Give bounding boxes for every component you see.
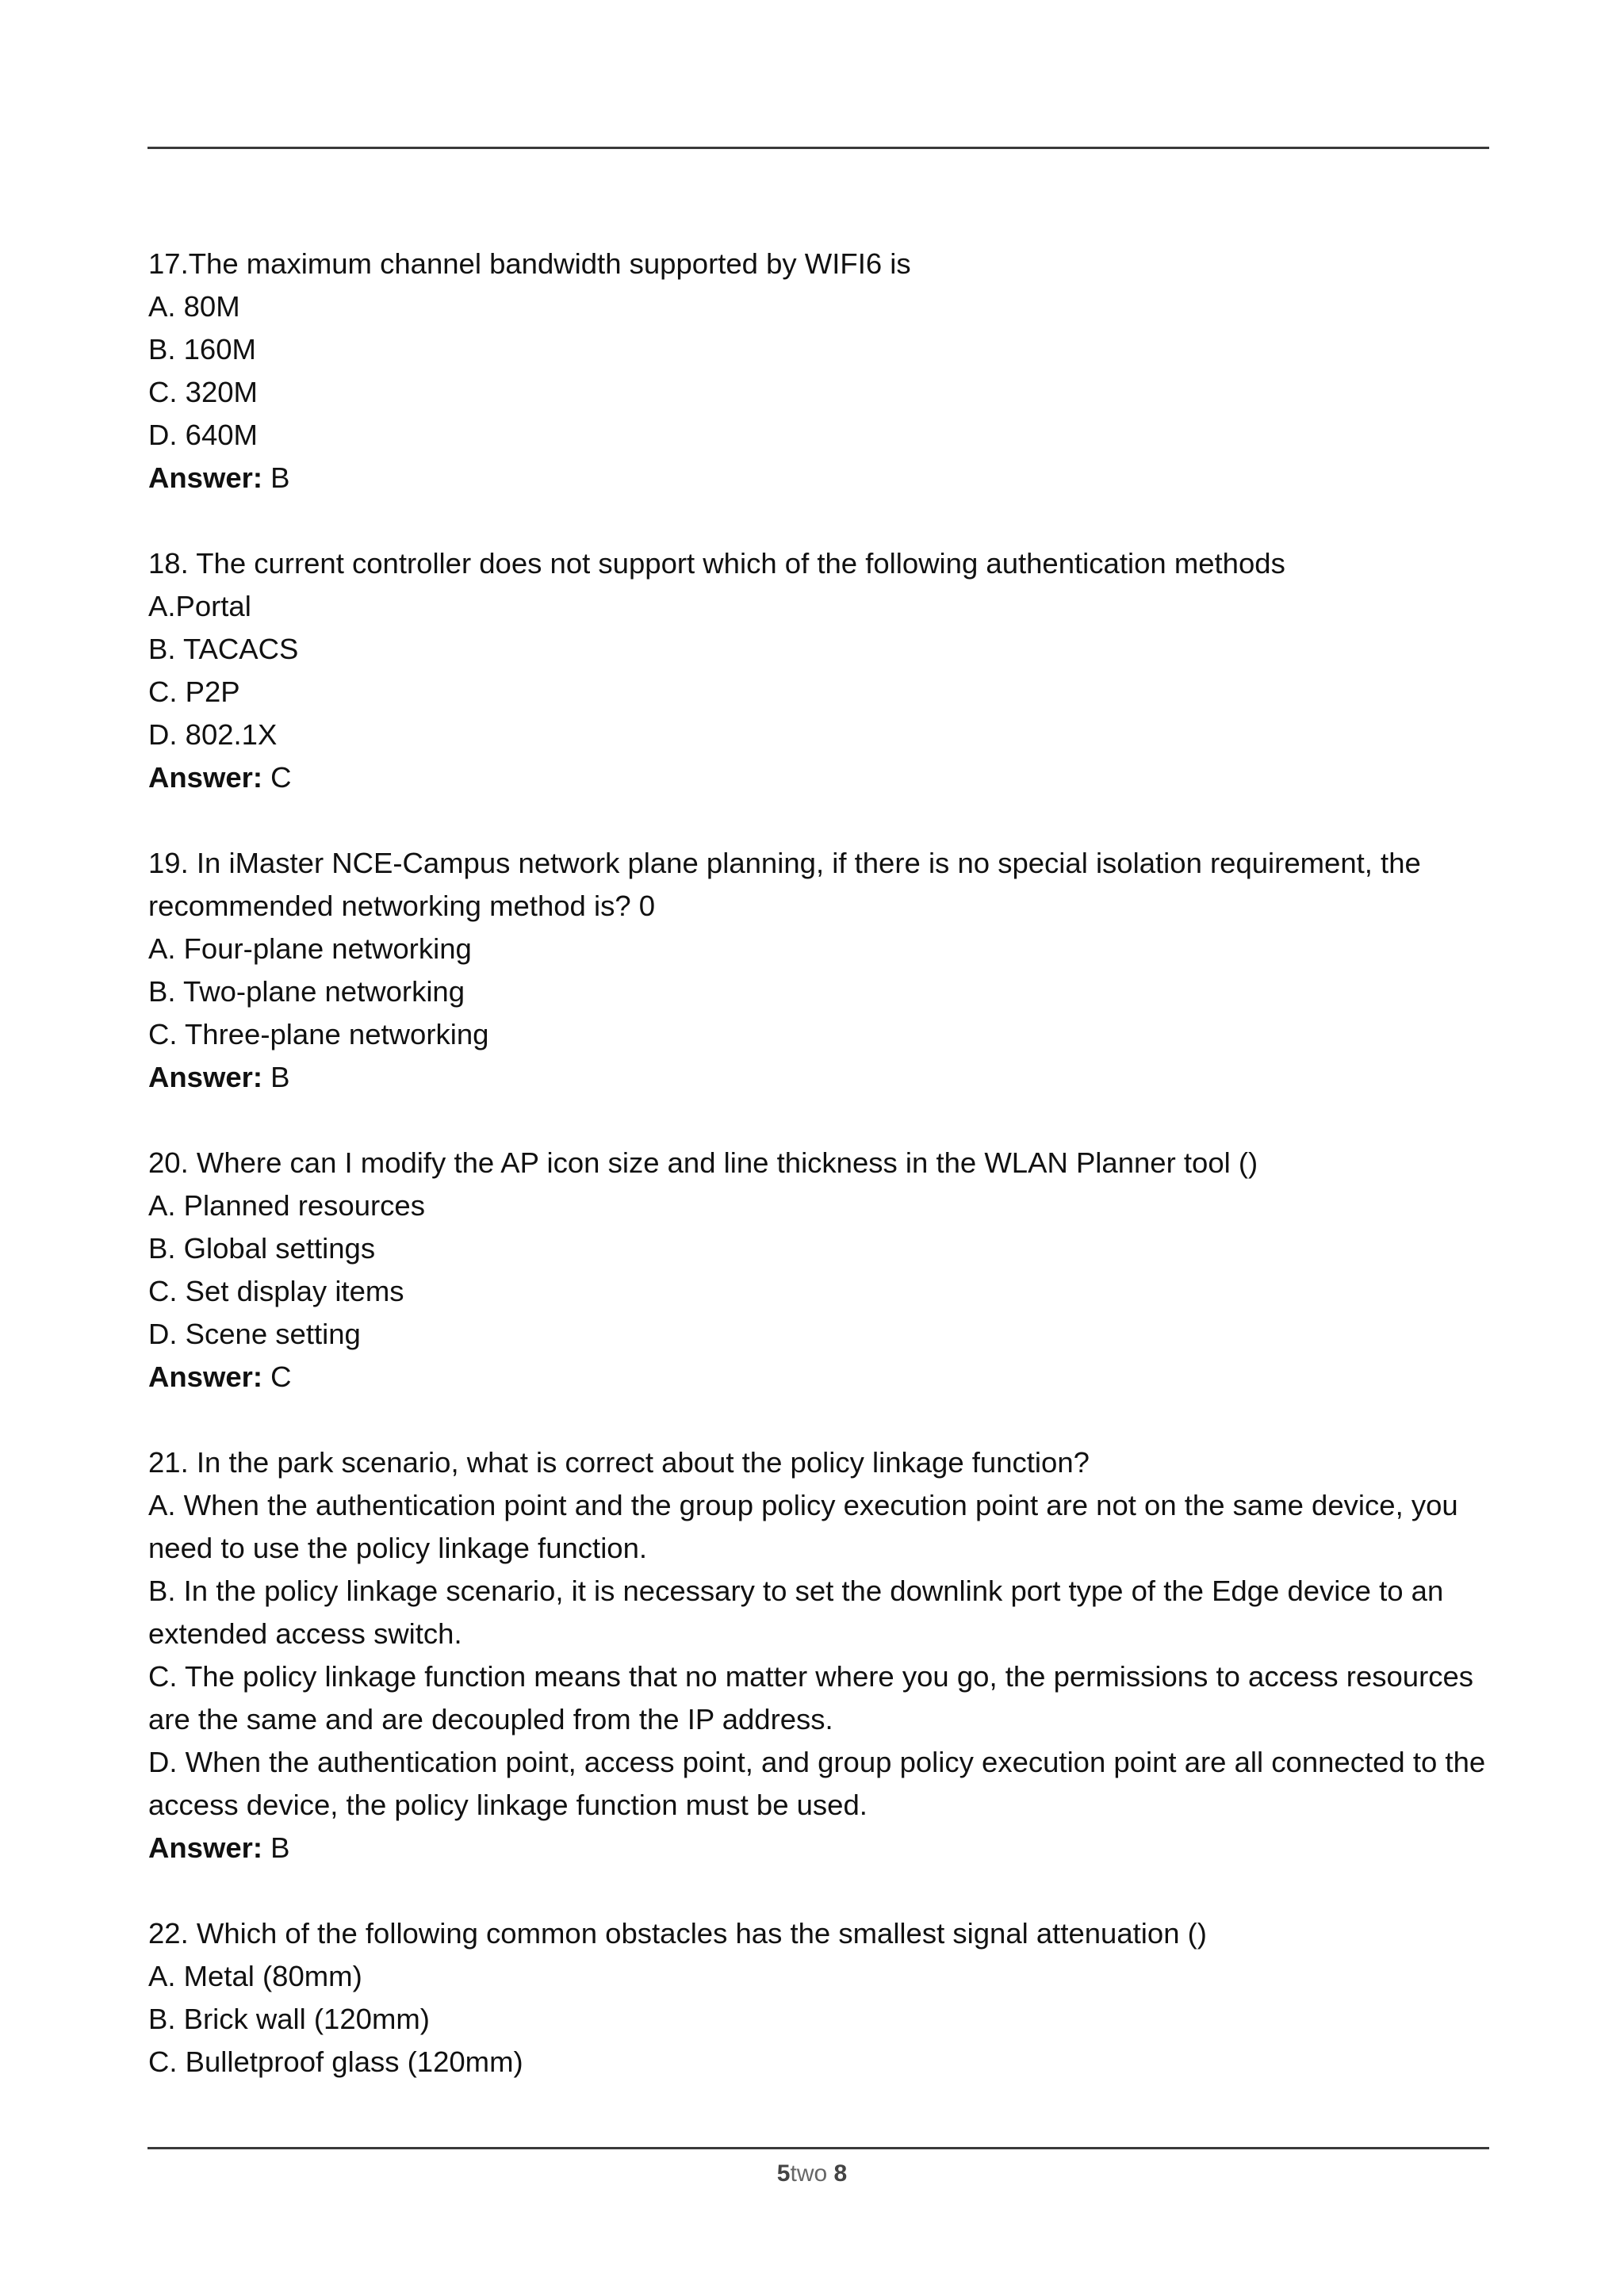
page-number-separator: two [790, 2160, 828, 2187]
question-stem: 21. In the park scenario, what is correct about the policy linkage function? [148, 1446, 1090, 1479]
question-block [148, 1912, 1496, 2084]
option-b-continued: extended access switch. [148, 1617, 462, 1650]
option-b: B. In the policy linkage scenario, it is necessary to set the downlink port type of the Edge device to an [148, 1575, 1444, 1607]
question-stem: 20. Where can I modify the AP icon size and line thickness in the WLAN Planner tool () [148, 1146, 1258, 1179]
option-a: A. Planned resources [148, 1189, 425, 1222]
question-block [148, 1142, 1496, 1399]
option-c-continued: are the same and are decoupled from the IP address. [148, 1703, 833, 1735]
answer-line [148, 1827, 1496, 1869]
answer-value: C [262, 761, 292, 794]
option-a: A.Portal [148, 590, 251, 622]
option-a-continued: need to use the policy linkage function. [148, 1532, 648, 1564]
option-d: D. Scene setting [148, 1318, 361, 1350]
answer-line [148, 457, 1496, 499]
option-b: B. Brick wall (120mm) [148, 2003, 430, 2035]
option-c: C. Three-plane networking [148, 1018, 489, 1050]
option-c: C. 320M [148, 376, 258, 408]
option-b: B. Global settings [148, 1232, 376, 1265]
option-a: A. 80M [148, 290, 240, 323]
option-c: C. Bulletproof glass (120mm) [148, 2045, 523, 2078]
option-c: C. Set display items [148, 1275, 404, 1307]
answer-line [148, 756, 1496, 799]
question-stem: 22. Which of the following common obstacles has the smallest signal attenuation () [148, 1917, 1207, 1950]
question-block [148, 1441, 1496, 1869]
option-b: B. TACACS [148, 633, 299, 665]
answer-label: Answer: [148, 1061, 263, 1093]
question-block [148, 243, 1496, 499]
question-stem-continued: recommended networking method is? 0 [148, 890, 656, 922]
question-stem: 19. In iMaster NCE-Campus network plane planning, if there is no special isolation requirement, the [148, 847, 1421, 879]
option-a: A. When the authentication point and the group policy execution point are not on the same device, you [148, 1489, 1458, 1521]
question-spacer [148, 1399, 1496, 1441]
question-spacer [148, 1869, 1496, 1912]
option-d-continued: access device, the policy linkage function must be used. [148, 1789, 868, 1821]
page-footer [0, 2147, 1624, 2190]
option-b: B. 160M [148, 333, 256, 365]
question-list [148, 243, 1496, 2084]
question-block [148, 542, 1496, 799]
option-d: D. 802.1X [148, 718, 278, 751]
option-c: C. P2P [148, 675, 240, 708]
answer-label: Answer: [148, 461, 263, 494]
page-number-current: 5 [776, 2160, 791, 2187]
option-a: A. Metal (80mm) [148, 1960, 362, 1992]
answer-line [148, 1356, 1496, 1399]
header-divider [147, 147, 1489, 149]
option-b: B. Two-plane networking [148, 975, 465, 1008]
answer-line [148, 1056, 1496, 1099]
question-spacer [148, 1099, 1496, 1142]
option-c: C. The policy linkage function means that no matter where you go, the permissions to access resources [148, 1660, 1474, 1693]
question-block [148, 842, 1496, 1099]
answer-label: Answer: [148, 1831, 263, 1864]
answer-value: C [262, 1360, 292, 1393]
option-d: D. When the authentication point, access point, and group policy execution point are all connected to the [148, 1746, 1486, 1778]
answer-label: Answer: [148, 1360, 263, 1393]
answer-value: B [262, 1061, 290, 1093]
page-number-total: 8 [833, 2160, 848, 2187]
answer-value: B [262, 1831, 290, 1864]
question-spacer [148, 799, 1496, 842]
answer-label: Answer: [148, 761, 263, 794]
answer-value: B [262, 461, 290, 494]
option-d: D. 640M [148, 419, 258, 451]
question-stem: 18. The current controller does not support which of the following authentication methods [148, 547, 1285, 580]
question-spacer [148, 499, 1496, 542]
question-stem: 17.The maximum channel bandwidth supported by WIFI6 is [148, 247, 911, 280]
option-a: A. Four-plane networking [148, 932, 472, 965]
